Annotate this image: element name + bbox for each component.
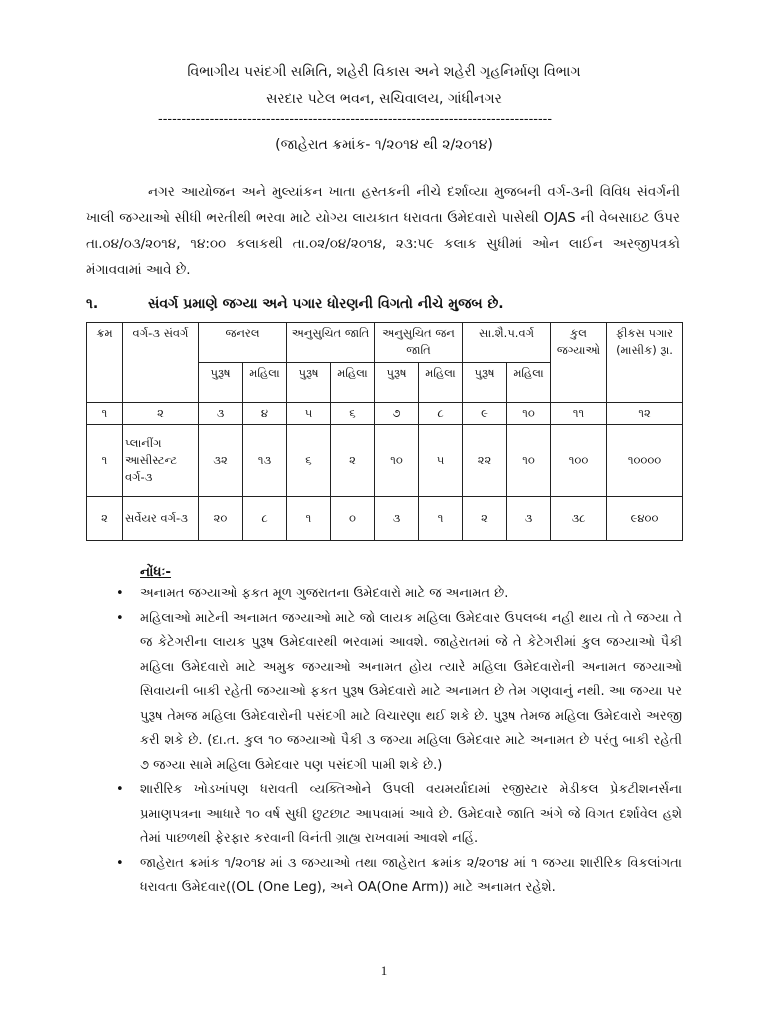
cell-pay: ૧૦૦૦૦ <box>607 425 683 497</box>
header-st: અનુસુચિત જન જાતિ <box>375 323 463 363</box>
index-cell: ૧ <box>87 403 123 425</box>
header-cadre: વર્ગ-૩ સંવર્ગ <box>123 323 199 403</box>
cell-gen-female: ૮ <box>243 497 287 541</box>
cell-gen-female: ૧૩ <box>243 425 287 497</box>
office-address: સરદાર પટેલ ભવન, સચિવાલય, ગાંધીનગર <box>266 91 502 107</box>
header-female: મહિલા <box>419 363 463 403</box>
cell-st-female: ૧ <box>419 497 463 541</box>
header-serial: ક્રમ <box>87 323 123 403</box>
intro-paragraph <box>86 179 680 283</box>
cell-sebc-female: ૧૦ <box>507 425 551 497</box>
header-female: મહિલા <box>331 363 375 403</box>
cell-gen-male: ૩૨ <box>199 425 243 497</box>
cell-sc-female: ૨ <box>331 425 375 497</box>
index-cell: ૪ <box>243 403 287 425</box>
header-male: પુરૂષ <box>199 363 243 403</box>
header-male: પુરૂષ <box>375 363 419 403</box>
cell-gen-male: ૨૦ <box>199 497 243 541</box>
index-cell: ૧૧ <box>551 403 607 425</box>
index-cell: ૭ <box>375 403 419 425</box>
header-female: મહિલા <box>507 363 551 403</box>
index-cell: ૩ <box>199 403 243 425</box>
cell-sebc-female: ૩ <box>507 497 551 541</box>
department-title: વિભાગીય પસંદગી સમિતિ, શહેરી વિકાસ અને શહેરી ગૃહનિર્માણ વિભાગ <box>187 64 581 80</box>
cell-st-male: ૩ <box>375 497 419 541</box>
index-cell: ૨ <box>123 403 199 425</box>
index-cell: ૧૦ <box>507 403 551 425</box>
section-title: સંવર્ગ પ્રમાણે જગ્યા અને પગાર ધોરણની વિગતો નીચે મુજબ છે. <box>148 296 504 312</box>
header-sc: અનુસુચિત જાતિ <box>287 323 375 363</box>
header-general: જનરલ <box>199 323 287 363</box>
cell-sebc-male: ૨૨ <box>463 425 507 497</box>
cell-st-female: ૫ <box>419 425 463 497</box>
advertisement-number: (જાહેરાત ક્રમાંક- ૧/૨૦૧૪ થી ૨/૨૦૧૪) <box>275 137 493 153</box>
note-text: અનામત જગ્યાઓ ફકત મૂળ ગુજરાતના ઉમેદવારો માટે જ અનામત છે. <box>140 586 509 601</box>
cell-serial: ૧ <box>87 425 123 497</box>
note-text: જાહેરાત ક્રમાંક ૧/૨૦૧૪ માં ૩ જગ્યાઓ તથા જાહેરાત ક્રમાંક ૨/૨૦૧૪ માં ૧ જગ્યા શારીરિક વિકલાંગતા ધરાવતા ઉમેદવાર((OL (One Leg), અને OA(One Arm)) માટે અનામત રહેશે. <box>140 855 682 895</box>
page-number: 1 <box>380 963 388 978</box>
separator-line: ------------------------------------------------------------------------------------ <box>158 112 553 127</box>
cell-sc-female: ૦ <box>331 497 375 541</box>
note-text: શારીરિક ખોડખાંપણ ધરાવતી વ્યક્તિઓને ઉપલી વયમર્યાદામાં રજીસ્ટાર મેડીકલ પ્રેકટીશનર્સના પ્રમાણપત્રના આધારે ૧૦ વર્ષ સુધી છુટછાટ આપવામાં આવે છે. ઉમેદવારે જાતિ અંગે જે વિગત દર્શાવેલ હશે તેમાં પાછળથી ફેરફાર કરવાની વિનંતી ગ્રાહ્ય રાખવામાં આવશે નહિં. <box>140 782 682 846</box>
bullet-icon: • <box>116 610 124 626</box>
vacancy-table <box>86 322 683 541</box>
notes-list <box>86 582 682 901</box>
cell-sebc-male: ૨ <box>463 497 507 541</box>
cell-sc-male: ૧ <box>287 497 331 541</box>
section-number: ૧. <box>86 296 99 312</box>
header-pay: ફીકસ પગાર (માસીક) રૂા. <box>607 323 683 403</box>
note-item <box>86 852 682 901</box>
header-male: પુરૂષ <box>463 363 507 403</box>
note-item <box>86 607 682 779</box>
cell-total: ૩૮ <box>551 497 607 541</box>
table-row <box>87 497 683 541</box>
header-total: કુલ જગ્યાઓ <box>551 323 607 403</box>
cell-st-male: ૧૦ <box>375 425 419 497</box>
index-cell: ૮ <box>419 403 463 425</box>
table-header-row <box>87 323 683 363</box>
bullet-icon: • <box>116 782 124 797</box>
index-cell: ૬ <box>331 403 375 425</box>
index-cell: ૧૨ <box>607 403 683 425</box>
cell-pay: ૯૪૦૦ <box>607 497 683 541</box>
intro-text: નગર આયોજન અને મુલ્યાંકન ખાતા હસ્તકની નીચે દર્શાવ્યા મુજબની વર્ગ-૩ની વિવિધ સંવર્ગની ખાલી જગ્યાઓ સીધી ભરતીથી ભરવા માટે યોગ્ય લાયકાત ધરાવતા ઉમેદવારો પાસેથી OJAS ની વેબસાઇટ ઉપર તા.૦૪/૦૩/૨૦૧૪, ૧૪:૦૦ કલાકથી તા.૦૨/૦૪/૨૦૧૪, ૨૩:૫૯ કલાક સુધીમાં ઓન લાઈન અરજીપત્રકો મંગાવવામાં આવે છે. <box>86 184 680 278</box>
header-female: મહિલા <box>243 363 287 403</box>
bullet-icon: • <box>116 855 124 871</box>
index-cell: ૯ <box>463 403 507 425</box>
note-item <box>86 582 682 607</box>
cell-sc-male: ૬ <box>287 425 331 497</box>
note-item <box>86 778 682 852</box>
index-cell: ૫ <box>287 403 331 425</box>
cell-serial: ૨ <box>87 497 123 541</box>
table-index-row <box>87 403 683 425</box>
cell-total: ૧૦૦ <box>551 425 607 497</box>
note-text: મહિલાઓ માટેની અનામત જગ્યાઓ માટે જો લાયક મહિલા ઉમેદવાર ઉપલબ્ધ નહી થાય તો તે જગ્યા તે જ કેટેગરીના લાયક પુરૂષ ઉમેદવારથી ભરવામાં આવશે. જાહેરાતમાં જે તે કેટેગરીમાં કુલ જગ્યાઓ પૈકી મહિલા ઉમેદવારો માટે અમુક જગ્યાઓ અનામત હોય ત્યારે મહિલા ઉમેદવારોની અનામત જગ્યાઓ સિવાયની બાકી રહેતી જગ્યાઓ ફકત પુરૂષ ઉમેદવારો માટે અનામત છે તેમ ગણવાનું નથી. આ જગ્યા પર પુરૂષ તેમજ મહિલા ઉમેદવારોની પસંદગી માટે વિચારણા થઈ શકે છે. પુરૂષ તેમજ મહિલા ઉમેદવારો અરજી કરી શકે છે. (દા.ત. કુલ ૧૦ જગ્યાઓ પૈકી ૩ જગ્યા મહિલા ઉમેદવાર માટે અનામત છે પરંતુ બાકી રહેતી ૭ જગ્યા સામે મહિલા ઉમેદવાર પણ પસંદગી પામી શકે છે.) <box>140 610 682 773</box>
cell-cadre: સર્વેયર વર્ગ-૩ <box>123 497 199 541</box>
bullet-icon: • <box>116 586 124 601</box>
header-male: પુરૂષ <box>287 363 331 403</box>
section-heading <box>86 296 504 312</box>
header-sebc: સા.શૈ.પ.વર્ગ <box>463 323 551 363</box>
table-row <box>87 425 683 497</box>
cell-cadre: પ્લાનીંગ આસીસ્ટન્ટ વર્ગ-૩ <box>123 425 199 497</box>
notes-title: નોંધઃ- <box>140 564 172 580</box>
